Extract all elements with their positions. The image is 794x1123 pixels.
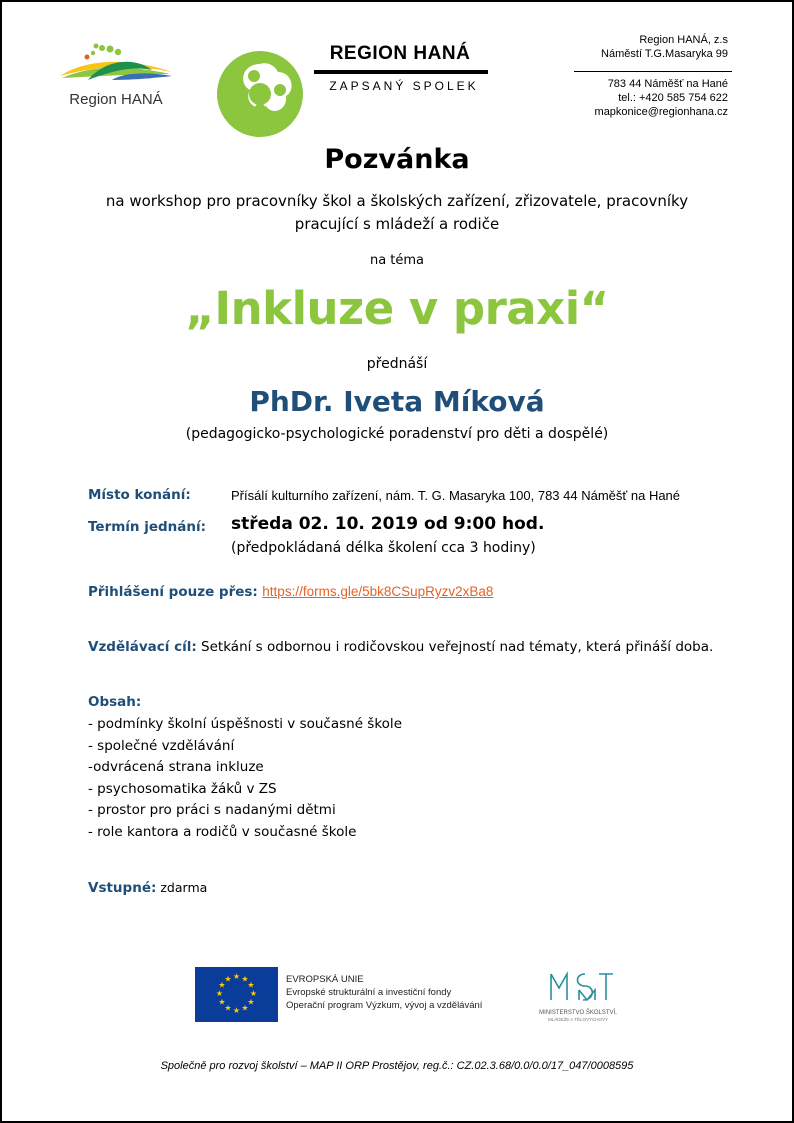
region-green-circle-logo xyxy=(216,50,304,138)
list-item: - role kantora a rodičů v současné škole xyxy=(88,823,357,840)
msmt-logo xyxy=(523,970,633,1024)
venue-value: Přísálí kulturního zařízení, nám. T. G. Masaryka 100, 783 44 Náměšť na Hané xyxy=(231,488,681,503)
date-value: středa 02. 10. 2019 od 9:00 hod. xyxy=(231,514,545,534)
entry-row xyxy=(88,879,207,897)
eu-line-2: Evropské strukturální a investiční fondy xyxy=(286,987,452,998)
org-title-bar xyxy=(314,70,488,74)
contact-divider xyxy=(574,71,732,72)
svg-text:★: ★ xyxy=(249,989,258,998)
svg-text:★: ★ xyxy=(247,980,255,990)
eu-line-3: Operační program Výzkum, vývoj a vzdělávání xyxy=(286,1000,483,1011)
invitation-intro xyxy=(2,190,792,236)
contact-city: 783 44 Náměšť na Hané xyxy=(607,78,728,90)
svg-text:★: ★ xyxy=(241,1003,249,1013)
date-label: Termín jednání: xyxy=(88,519,207,535)
logo-left-text: Region HANÁ xyxy=(69,91,163,108)
goal-row xyxy=(88,638,713,656)
contact-phone: tel.: +420 585 754 622 xyxy=(618,92,728,104)
svg-text:★: ★ xyxy=(218,997,226,1007)
entry-label: Vstupné: xyxy=(88,880,157,896)
invitation-heading: Pozvánka xyxy=(324,144,470,175)
entry-value: zdarma xyxy=(156,880,208,895)
goal-value: Setkání s odbornou i rodičovskou veřejností nad tématy, která přináší doba. xyxy=(196,639,714,655)
svg-text:★: ★ xyxy=(232,1006,241,1015)
svg-text:★: ★ xyxy=(232,972,241,981)
list-item: - prostor pro práci s nadanými dětmi xyxy=(88,802,336,818)
list-item: - společné vzdělávání xyxy=(88,737,235,754)
contact-email: mapkonice@regionhana.cz xyxy=(594,106,728,118)
speaker-description: (pedagogicko-psychologické poradenství pro děti a dospělé) xyxy=(185,426,609,442)
eu-line-1: EVROPSKÁ UNIE xyxy=(286,974,364,985)
goal-label: Vzdělávací cíl: xyxy=(88,639,197,655)
svg-text:★: ★ xyxy=(224,974,232,984)
registration-link[interactable]: https://forms.gle/5bk8CSupRyzv2xBa8 xyxy=(262,584,494,599)
footer-text: Společně pro rozvoj školství – MAP II ORP Prostějov, reg.č.: CZ.02.3.68/0.0/0.0/17_047/0008595 xyxy=(160,1060,634,1072)
svg-text:★: ★ xyxy=(247,997,255,1007)
eu-flag xyxy=(195,967,278,1022)
msmt-line-2: MLÁDEŽE A TĚLOVÝCHOVY xyxy=(548,1017,608,1022)
svg-text:★: ★ xyxy=(224,1003,232,1013)
svg-text:★: ★ xyxy=(215,989,224,998)
region-hana-logo xyxy=(54,42,178,114)
workshop-topic: „Inkluze v praxi“ xyxy=(185,282,609,335)
svg-text:★: ★ xyxy=(241,974,249,984)
theme-label: na téma xyxy=(369,253,425,268)
org-subtitle: ZAPSANÝ SPOLEK xyxy=(329,79,479,93)
intro-line-2: pracující s mládeží a rodiče xyxy=(294,215,500,233)
list-item: - psychosomatika žáků v ZS xyxy=(88,780,277,797)
speaker-name: PhDr. Iveta Míková xyxy=(249,385,545,418)
intro-line-1: na workshop pro pracovníky škol a školských zařízení, zřizovatele, pracovníky xyxy=(105,192,689,210)
duration-note: (předpokládaná délka školení cca 3 hodiny) xyxy=(231,540,536,556)
list-item: - podmínky školní úspěšnosti v současné škole xyxy=(88,716,402,732)
msmt-monogram-icon xyxy=(551,974,613,1000)
registration-label: Přihlášení pouze přes: xyxy=(88,584,258,600)
eu-logo-text xyxy=(286,973,482,1012)
svg-text:★: ★ xyxy=(218,980,226,990)
registration-row xyxy=(88,583,493,601)
content-list xyxy=(88,714,402,843)
contact-street: Náměstí T.G.Masaryka 99 xyxy=(601,48,728,60)
list-item: -odvrácená strana inkluze xyxy=(88,759,264,775)
presenter-label: přednáší xyxy=(366,356,428,372)
msmt-line-1: MINISTERSTVO ŠKOLSTVÍ, xyxy=(539,1010,617,1016)
contact-name: Region HANÁ, z.s xyxy=(639,34,728,46)
org-title: REGION HANÁ xyxy=(329,43,471,64)
eu-stars-icon xyxy=(195,967,278,1022)
venue-label: Místo konání: xyxy=(88,487,191,503)
content-label: Obsah: xyxy=(88,694,142,710)
